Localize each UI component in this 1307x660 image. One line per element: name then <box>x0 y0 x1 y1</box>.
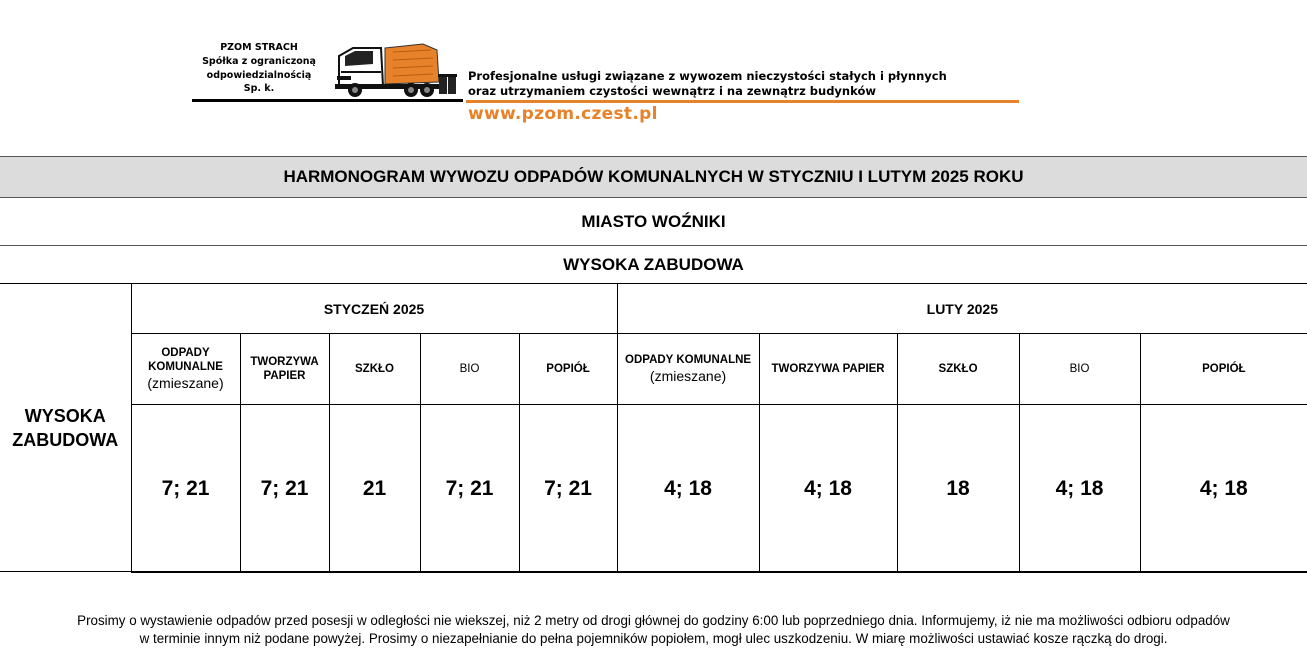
collection-dates: 7; 21 <box>420 405 519 573</box>
footer-line: w terminie innym niż podane powyżej. Prosimy o niezapełnianie do pełna pojemników popiołem, mogł ulec uszkodzeniu. W miarę możliwości ustawiać kosze rączką do drogi. <box>139 631 1168 646</box>
collection-dates: 4; 18 <box>759 405 897 573</box>
category-label: POPIÓŁ <box>1202 363 1246 375</box>
collection-dates: 7; 21 <box>519 405 617 573</box>
category-cell <box>131 334 240 405</box>
tagline-line: oraz utrzymaniem czystości wewnątrz i na zewnątrz budynków <box>468 84 876 98</box>
category-sublabel: (zmieszane) <box>649 367 727 384</box>
month-header-february: LUTY 2025 <box>617 284 1307 334</box>
collection-dates: 7; 21 <box>131 405 240 573</box>
category-label: ODPADY KOMUNALNE <box>625 353 752 366</box>
collection-dates: 4; 18 <box>617 405 759 573</box>
row-header-line: WYSOKA <box>24 406 106 427</box>
garbage-truck-logo-icon <box>333 42 457 98</box>
row-header-line: ZABUDOWA <box>12 430 119 451</box>
category-label: SZKŁO <box>355 363 394 375</box>
category-cell <box>617 334 759 405</box>
website-link[interactable]: www.pzom.czest.pl <box>468 104 658 124</box>
category-label: BIO <box>459 363 480 375</box>
company-header <box>0 0 1307 157</box>
city-name: MIASTO WOŹNIKI <box>0 198 1307 246</box>
company-name <box>195 41 323 96</box>
collection-dates: 7; 21 <box>240 405 329 573</box>
category-cell <box>519 334 617 405</box>
category-label: TWORZYWA <box>250 356 319 368</box>
category-label: BIO <box>1069 363 1090 375</box>
row-header <box>0 284 131 573</box>
collection-dates: 4; 18 <box>1019 405 1140 573</box>
footer-line: Prosimy o wystawienie odpadów przed posesji w odległości nie wiekszej, niż 2 metry od drogi głównej do godziny 6:00 lub poprzedniego dnia. Informujemy, iż nie ma możliwości odbioru odpadów <box>77 613 1230 628</box>
schedule-table <box>0 283 1307 573</box>
company-name-line: PZOM STRACH <box>220 42 298 53</box>
category-label: PAPIER <box>263 370 306 382</box>
category-label: KOMUNALNE <box>148 360 223 373</box>
category-sublabel: (zmieszane) <box>147 374 224 391</box>
category-cell <box>240 334 329 405</box>
header-rule-black <box>192 99 463 102</box>
document-title: HARMONOGRAM WYWOZU ODPADÓW KOMUNALNYCH W STYCZNIU I LUTYM 2025 ROKU <box>0 156 1307 198</box>
category-label: SZKŁO <box>938 363 978 375</box>
category-cell <box>1140 334 1307 405</box>
company-name-line: odpowiedzialnością <box>206 69 312 81</box>
category-cell <box>897 334 1019 405</box>
category-label: ODPADY <box>161 346 210 359</box>
category-cell <box>759 334 897 405</box>
category-cell <box>329 334 420 405</box>
month-header-january: STYCZEŃ 2025 <box>131 284 617 334</box>
company-name-line: Spółka z ograniczoną <box>202 55 316 67</box>
category-label: POPIÓŁ <box>546 363 590 375</box>
header-rule-orange <box>466 100 1019 103</box>
zone-name: WYSOKA ZABUDOWA <box>563 254 744 274</box>
category-label: TWORZYWA PAPIER <box>771 363 885 375</box>
tagline-line: Profesjonalne usługi związane z wywozem nieczystości stałych i płynnych <box>468 69 947 83</box>
company-name-line: Sp. k. <box>243 83 275 95</box>
collection-dates: 18 <box>897 405 1019 573</box>
company-tagline <box>468 69 947 99</box>
category-cell <box>420 334 519 405</box>
table-bottom-rule <box>0 571 1307 572</box>
category-cell <box>1019 334 1140 405</box>
collection-dates: 21 <box>329 405 420 573</box>
collection-dates: 4; 18 <box>1140 405 1307 573</box>
footer-note <box>0 612 1307 648</box>
